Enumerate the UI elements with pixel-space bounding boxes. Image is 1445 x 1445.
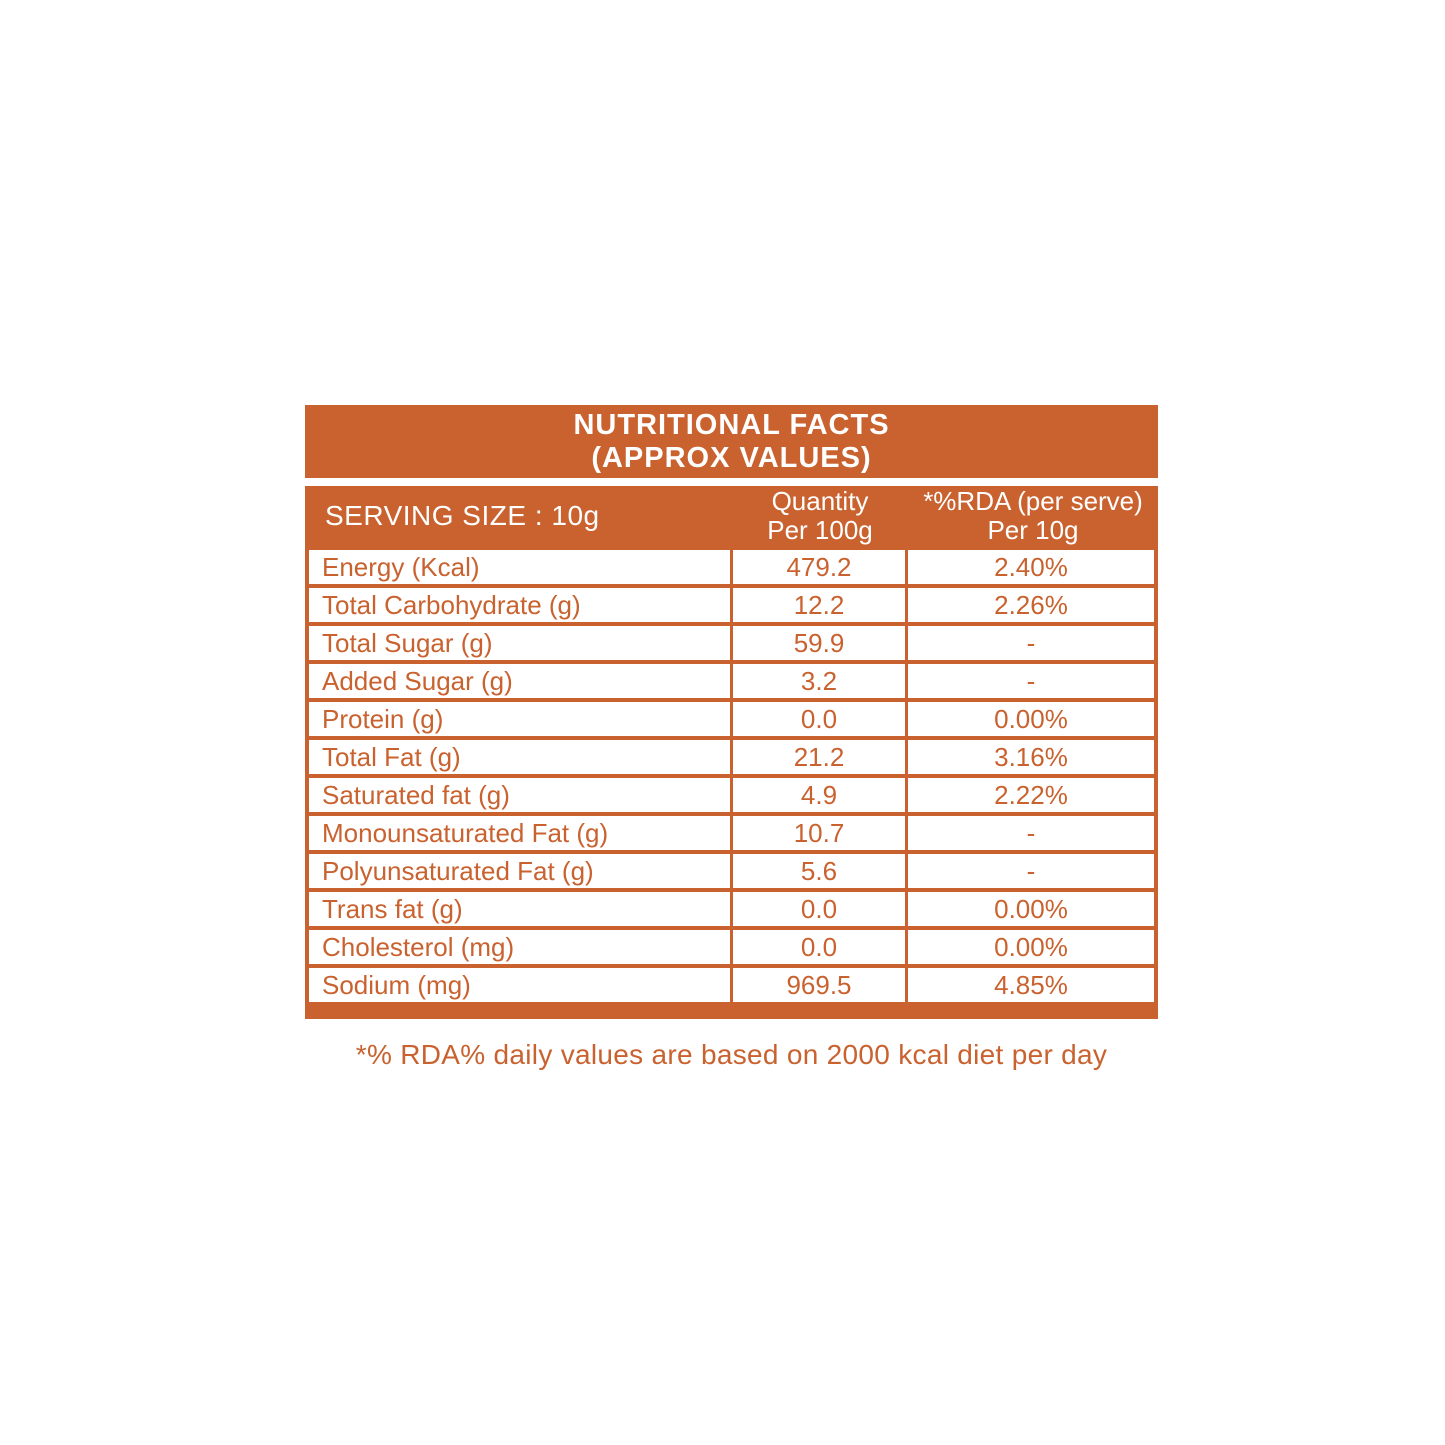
label-title-line2: (APPROX VALUES): [591, 441, 872, 474]
table-row-saturated-fat: [309, 778, 1154, 816]
row-quantity: 3.2: [733, 664, 908, 698]
table-row-energy: [309, 550, 1154, 588]
label-title-line1: NUTRITIONAL FACTS: [573, 408, 890, 441]
row-label: Energy (Kcal): [309, 550, 733, 584]
row-label: Total Fat (g): [309, 740, 733, 774]
row-rda: 0.00%: [994, 931, 1068, 962]
column-header-quantity: [732, 486, 908, 546]
table-row-monounsaturated-fat: [309, 816, 1154, 854]
serving-header-bar: [305, 486, 1158, 546]
row-quantity: 0.0: [733, 892, 908, 926]
nutrition-label: [305, 405, 1158, 1071]
row-rda: 3.16%: [994, 741, 1068, 772]
table-row-trans-fat: [309, 892, 1154, 930]
row-quantity: 10.7: [733, 816, 908, 850]
row-rda: 2.26%: [994, 589, 1068, 620]
row-quantity: 5.6: [733, 854, 908, 888]
table-row-total-fat: [309, 740, 1154, 778]
row-label: Added Sugar (g): [309, 664, 733, 698]
row-quantity: 21.2: [733, 740, 908, 774]
row-label: Protein (g): [309, 702, 733, 736]
row-quantity: 59.9: [733, 626, 908, 660]
row-rda: 2.22%: [994, 779, 1068, 810]
row-rda: 2.40%: [994, 551, 1068, 582]
quantity-header-line1: Quantity: [771, 486, 869, 516]
table-row-polyunsaturated-fat: [309, 854, 1154, 892]
column-header-rda: [908, 486, 1158, 546]
row-rda: 4.85%: [994, 969, 1068, 1000]
row-label: Saturated fat (g): [309, 778, 733, 812]
table-row-protein: [309, 702, 1154, 740]
row-rda: -: [1026, 855, 1036, 886]
row-quantity: 4.9: [733, 778, 908, 812]
row-quantity: 12.2: [733, 588, 908, 622]
rda-header-line2: Per 10g: [987, 515, 1079, 545]
row-rda: -: [1026, 665, 1036, 696]
row-rda: -: [1026, 627, 1036, 658]
row-quantity: 0.0: [733, 930, 908, 964]
label-title-bar: [305, 405, 1158, 478]
row-quantity: 0.0: [733, 702, 908, 736]
table-bottom-bar: [305, 1006, 1158, 1019]
row-label: Sodium (mg): [309, 968, 733, 1002]
serving-size-label: SERVING SIZE : 10g: [325, 500, 600, 531]
row-quantity: 479.2: [733, 550, 908, 584]
row-rda: 0.00%: [994, 703, 1068, 734]
row-quantity: 969.5: [733, 968, 908, 1002]
table-row-added-sugar: [309, 664, 1154, 702]
row-label: Total Carbohydrate (g): [309, 588, 733, 622]
row-label: Total Sugar (g): [309, 626, 733, 660]
row-rda: 0.00%: [994, 893, 1068, 924]
row-rda: -: [1026, 817, 1036, 848]
row-label: Trans fat (g): [309, 892, 733, 926]
rda-header-line1: *%RDA (per serve): [923, 486, 1143, 516]
table-row-cholesterol: [309, 930, 1154, 968]
row-label: Cholesterol (mg): [309, 930, 733, 964]
table-row-total-carbohydrate: [309, 588, 1154, 626]
quantity-header-line2: Per 100g: [767, 515, 873, 545]
row-label: Polyunsaturated Fat (g): [309, 854, 733, 888]
table-row-sodium: [309, 968, 1154, 1002]
rda-footnote: *% RDA% daily values are based on 2000 kcal diet per day: [355, 1039, 1108, 1070]
row-label: Monounsaturated Fat (g): [309, 816, 733, 850]
table-row-total-sugar: [309, 626, 1154, 664]
nutrition-table: [305, 546, 1158, 1006]
